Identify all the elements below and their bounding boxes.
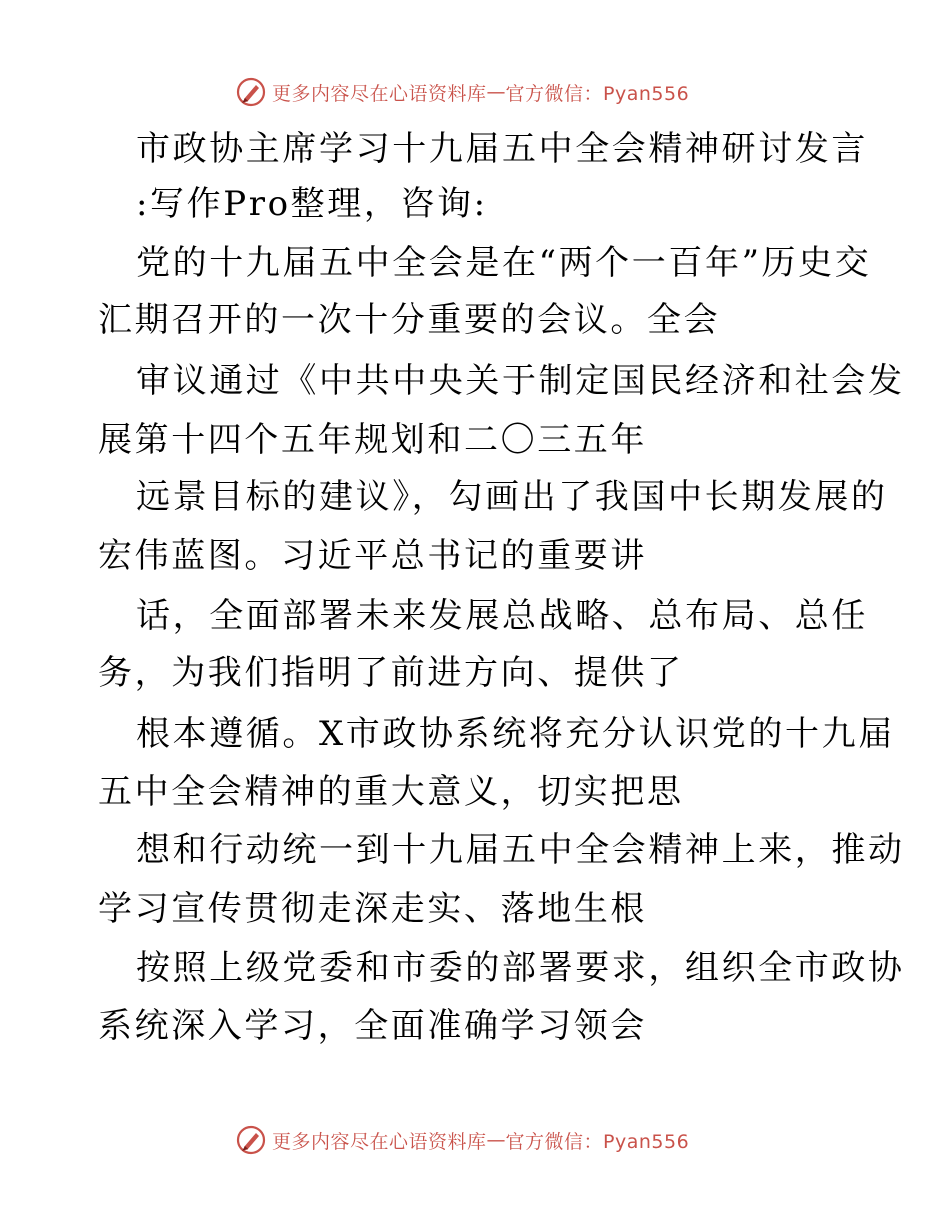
document-line: 话，全面部署未来发展总战略、总布局、总任: [136, 596, 868, 636]
document-line: 根本遵循。X市政协系统将充分认识党的十九届: [136, 714, 895, 754]
watermark-content: [236, 72, 689, 112]
watermark-text: 更多内容尽在心语资料库: [272, 1130, 487, 1153]
document-line: 党的十九届五中全会是在“两个一百年”历史交: [136, 243, 872, 283]
bottom-watermark-banner: [0, 1120, 950, 1160]
pen-logo-icon: [236, 1125, 266, 1155]
document-line: 汇期召开的一次十分重要的会议。全会: [98, 300, 721, 340]
pen-logo-icon: [236, 77, 266, 107]
document-line: 展第十四个五年规划和二〇三五年: [98, 420, 647, 460]
watermark-content: [236, 1120, 689, 1160]
top-watermark-banner: [0, 72, 950, 112]
watermark-text: 更多内容尽在心语资料库: [272, 82, 487, 105]
document-title: 市政协主席学习十九届五中全会精神研讨发言: [136, 129, 868, 169]
document-line: :写作Pro整理，咨询:: [136, 184, 488, 224]
document-line: 按照上级党委和市委的部署要求，组织全市政协: [136, 948, 905, 988]
watermark-dash: —: [486, 81, 506, 103]
document-line: 系统深入学习，全面准确学习领会: [98, 1006, 647, 1046]
watermark-dash: —: [486, 1129, 506, 1151]
watermark-contact: 官方微信：Pyan556: [505, 1130, 690, 1153]
document-line: 想和行动统一到十九届五中全会精神上来，推动: [136, 830, 905, 870]
document-line: 五中全会精神的重大意义，切实把思: [98, 772, 684, 812]
document-line: 务，为我们指明了前进方向、提供了: [98, 653, 684, 693]
document-line: 宏伟蓝图。习近平总书记的重要讲: [98, 536, 647, 576]
document-line: 审议通过《中共中央关于制定国民经济和社会发: [136, 361, 905, 401]
document-line: 远景目标的建议》，勾画出了我国中长期发展的: [136, 477, 888, 517]
watermark-contact: 官方微信：Pyan556: [505, 82, 690, 105]
document-line: 学习宣传贯彻走深走实、落地生根: [98, 889, 647, 929]
